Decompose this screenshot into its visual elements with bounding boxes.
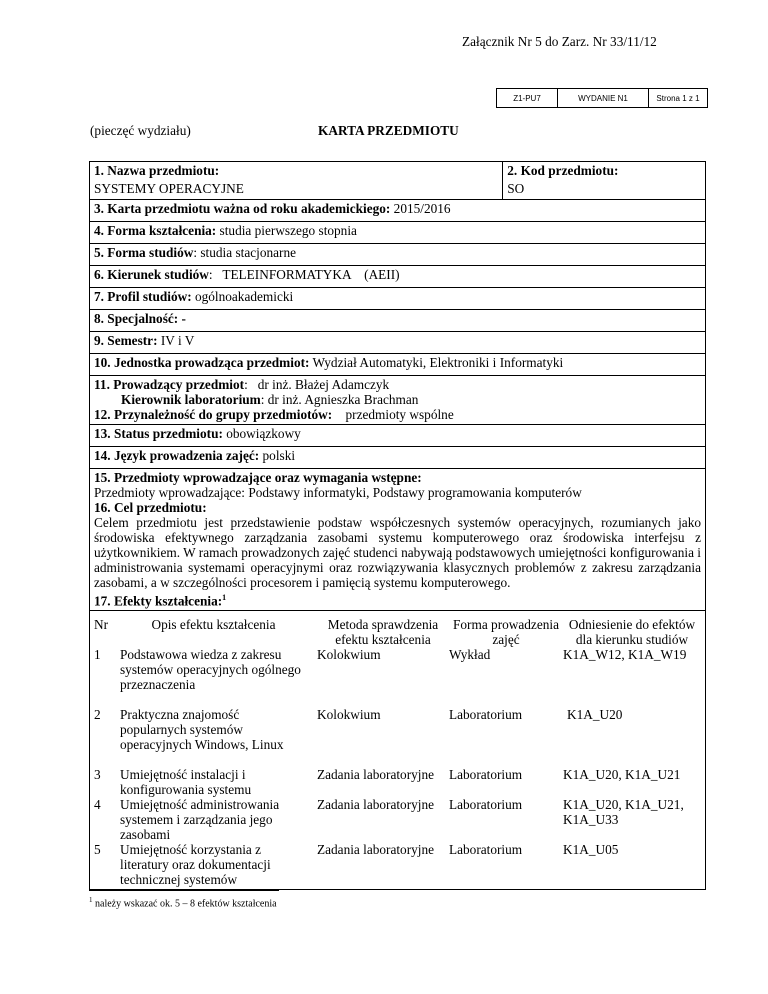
course-name-cell bbox=[90, 162, 503, 200]
course-name-label: 1. Nazwa przedmiotu: bbox=[94, 163, 220, 178]
education-form-label: 4. Forma kształcenia: bbox=[94, 223, 217, 238]
effects-table bbox=[94, 617, 701, 887]
effects-row bbox=[94, 797, 701, 842]
effect-method: Kolokwium bbox=[317, 647, 381, 663]
prerequisites-cell bbox=[90, 469, 706, 611]
course-group-label: 12. Przynależność do grupy przedmiotów: bbox=[94, 407, 333, 422]
edition-box: WYDANIE N1 bbox=[557, 88, 649, 108]
effect-nr: 3 bbox=[94, 767, 101, 783]
effect-method: Zadania laboratoryjne bbox=[317, 767, 435, 783]
course-group-value: przedmioty wspólne bbox=[332, 407, 454, 422]
field-of-study-cell bbox=[90, 266, 706, 288]
effect-ref: K1A_U20 bbox=[567, 707, 623, 723]
form-code-box: Z1-PU7 bbox=[496, 88, 558, 108]
language-cell bbox=[90, 447, 706, 469]
field-of-study-value: : TELEINFORMATYKA (AEII) bbox=[208, 267, 400, 282]
effect-method: Zadania laboratoryjne bbox=[317, 797, 435, 813]
effects-header-ref: Odniesienie do efektów dla kierunku studiów bbox=[568, 617, 696, 648]
education-form-cell bbox=[90, 222, 706, 244]
effect-nr: 2 bbox=[94, 707, 101, 723]
effect-ref: K1A_U20, K1A_U21 bbox=[563, 767, 681, 783]
education-form-value: studia pierwszego stopnia bbox=[216, 223, 357, 238]
status-label: 13. Status przedmiotu: bbox=[94, 426, 223, 441]
course-goal-value: Celem przedmiotu jest przedstawienie podstaw współczesnych systemów operacyjnych, rozumianych jako środowiska efektywnego zarządzania zasobami systemu komputerowego oraz środowiska interfejsu z użytkownikiem. W ramach prowadzonych zajęć studenci nabywają podstawowych umiejętności konfigurowania i administrowania systemami operacyjnymi oraz rozwiązywania klasycznych problemów z zakresu zarządzania zasobami, a w szczególności procesorem i pamięcią systemu komputerowego. bbox=[94, 515, 701, 590]
effect-desc: Umiejętność instalacji i konfigurowania systemu bbox=[120, 767, 252, 798]
effects-header-form: Forma prowadzenia zajęć bbox=[453, 617, 559, 648]
specialty-cell bbox=[90, 310, 706, 332]
effect-desc: Umiejętność korzystania z literatury oraz dokumentacji technicznej systemów bbox=[120, 842, 271, 888]
learning-outcomes-label: 17. Efekty kształcenia: bbox=[94, 593, 223, 609]
lab-head-value: : dr inż. Agnieszka Brachman bbox=[260, 392, 419, 407]
footnote bbox=[89, 896, 277, 909]
unit-cell bbox=[90, 354, 706, 376]
field-of-study-label: 6. Kierunek studiów bbox=[94, 267, 209, 282]
study-profile-value: ogólnoakademicki bbox=[191, 289, 294, 304]
unit-label: 10. Jednostka prowadząca przedmiot: bbox=[94, 355, 310, 370]
semester-cell bbox=[90, 332, 706, 354]
course-code-cell bbox=[503, 162, 706, 200]
study-form-value: : studia stacjonarne bbox=[193, 245, 297, 260]
footnote-divider bbox=[89, 890, 279, 891]
annex-reference: Załącznik Nr 5 do Zarz. Nr 33/11/12 bbox=[462, 34, 657, 49]
study-profile-cell bbox=[90, 288, 706, 310]
effects-header-nr: Nr bbox=[94, 617, 109, 633]
course-name-value: SYSTEMY OPERACYJNE bbox=[94, 181, 244, 196]
lecturer-label: 11. Prowadzący przedmiot bbox=[94, 377, 245, 392]
course-code-value: SO bbox=[507, 181, 525, 196]
valid-year-value: 2015/2016 bbox=[390, 201, 451, 216]
footnote-ref: 1 bbox=[222, 593, 227, 602]
effects-row bbox=[94, 842, 701, 887]
effect-method: Kolokwium bbox=[317, 707, 381, 723]
semester-value: IV i V bbox=[157, 333, 195, 348]
effect-form: Laboratorium bbox=[449, 842, 523, 858]
course-code-label: 2. Kod przedmiotu: bbox=[507, 163, 619, 178]
semester-label: 9. Semestr: bbox=[94, 333, 158, 348]
effect-ref: K1A_W12, K1A_W19 bbox=[563, 647, 687, 663]
status-cell bbox=[90, 425, 706, 447]
prerequisites-value: Przedmioty wprowadzające: Podstawy informatyki, Podstawy programowania komputerów bbox=[94, 485, 582, 500]
course-card-table bbox=[89, 161, 706, 890]
effects-cell bbox=[90, 611, 706, 890]
status-value: obowiązkowy bbox=[222, 426, 301, 441]
valid-year-label: 3. Karta przedmiotu ważna od roku akademickiego: bbox=[94, 201, 391, 216]
specialty-label: 8. Specjalność: - bbox=[94, 311, 186, 326]
unit-value: Wydział Automatyki, Elektroniki i Informatyki bbox=[309, 355, 564, 370]
effects-header-method: Metoda sprawdzenia efektu kształcenia bbox=[327, 617, 439, 648]
effect-nr: 4 bbox=[94, 797, 101, 813]
effects-header-row bbox=[94, 617, 701, 647]
course-goal-label: 16. Cel przedmiotu: bbox=[94, 500, 207, 515]
lecturer-cell bbox=[90, 376, 706, 425]
language-value: polski bbox=[259, 448, 296, 463]
faculty-stamp-label: (pieczęć wydziału) bbox=[90, 123, 191, 138]
footnote-marker: 1 bbox=[89, 896, 93, 904]
row-course-name bbox=[90, 162, 706, 200]
prerequisites-label: 15. Przedmioty wprowadzające oraz wymagania wstępne: bbox=[94, 470, 422, 485]
effect-desc: Praktyczna znajomość popularnych systemów operacyjnych Windows, Linux bbox=[120, 707, 284, 753]
effect-form: Laboratorium bbox=[449, 707, 523, 723]
lecturer-value: : dr inż. Błażej Adamczyk bbox=[244, 377, 390, 392]
effects-row bbox=[94, 647, 701, 707]
effect-ref: K1A_U05 bbox=[563, 842, 619, 858]
effects-header-desc: Opis efektu kształcenia bbox=[151, 617, 276, 633]
lab-head-label: Kierownik laboratorium bbox=[121, 392, 261, 407]
effect-form: Wykład bbox=[449, 647, 491, 663]
effect-method: Zadania laboratoryjne bbox=[317, 842, 435, 858]
language-label: 14. Język prowadzenia zajęć: bbox=[94, 448, 260, 463]
effect-desc: Umiejętność administrowania systemem i zarządzania jego zasobami bbox=[120, 797, 280, 843]
study-profile-label: 7. Profil studiów: bbox=[94, 289, 192, 304]
effect-form: Laboratorium bbox=[449, 797, 523, 813]
footnote-text: należy wskazać ok. 5 – 8 efektów kształcenia bbox=[92, 898, 277, 910]
valid-year-cell bbox=[90, 200, 706, 222]
page-title: KARTA PRZEDMIOTU bbox=[318, 123, 459, 138]
study-form-cell bbox=[90, 244, 706, 266]
effect-nr: 5 bbox=[94, 842, 101, 858]
effect-desc: Podstawowa wiedza z zakresu systemów operacyjnych ogólnego przeznaczenia bbox=[120, 647, 301, 693]
effect-ref: K1A_U20, K1A_U21, K1A_U33 bbox=[563, 797, 684, 828]
effect-nr: 1 bbox=[94, 647, 101, 663]
effects-row bbox=[94, 767, 701, 797]
study-form-label: 5. Forma studiów bbox=[94, 245, 194, 260]
effect-form: Laboratorium bbox=[449, 767, 523, 783]
effects-row bbox=[94, 707, 701, 767]
page-number-box: Strona 1 z 1 bbox=[648, 88, 708, 108]
